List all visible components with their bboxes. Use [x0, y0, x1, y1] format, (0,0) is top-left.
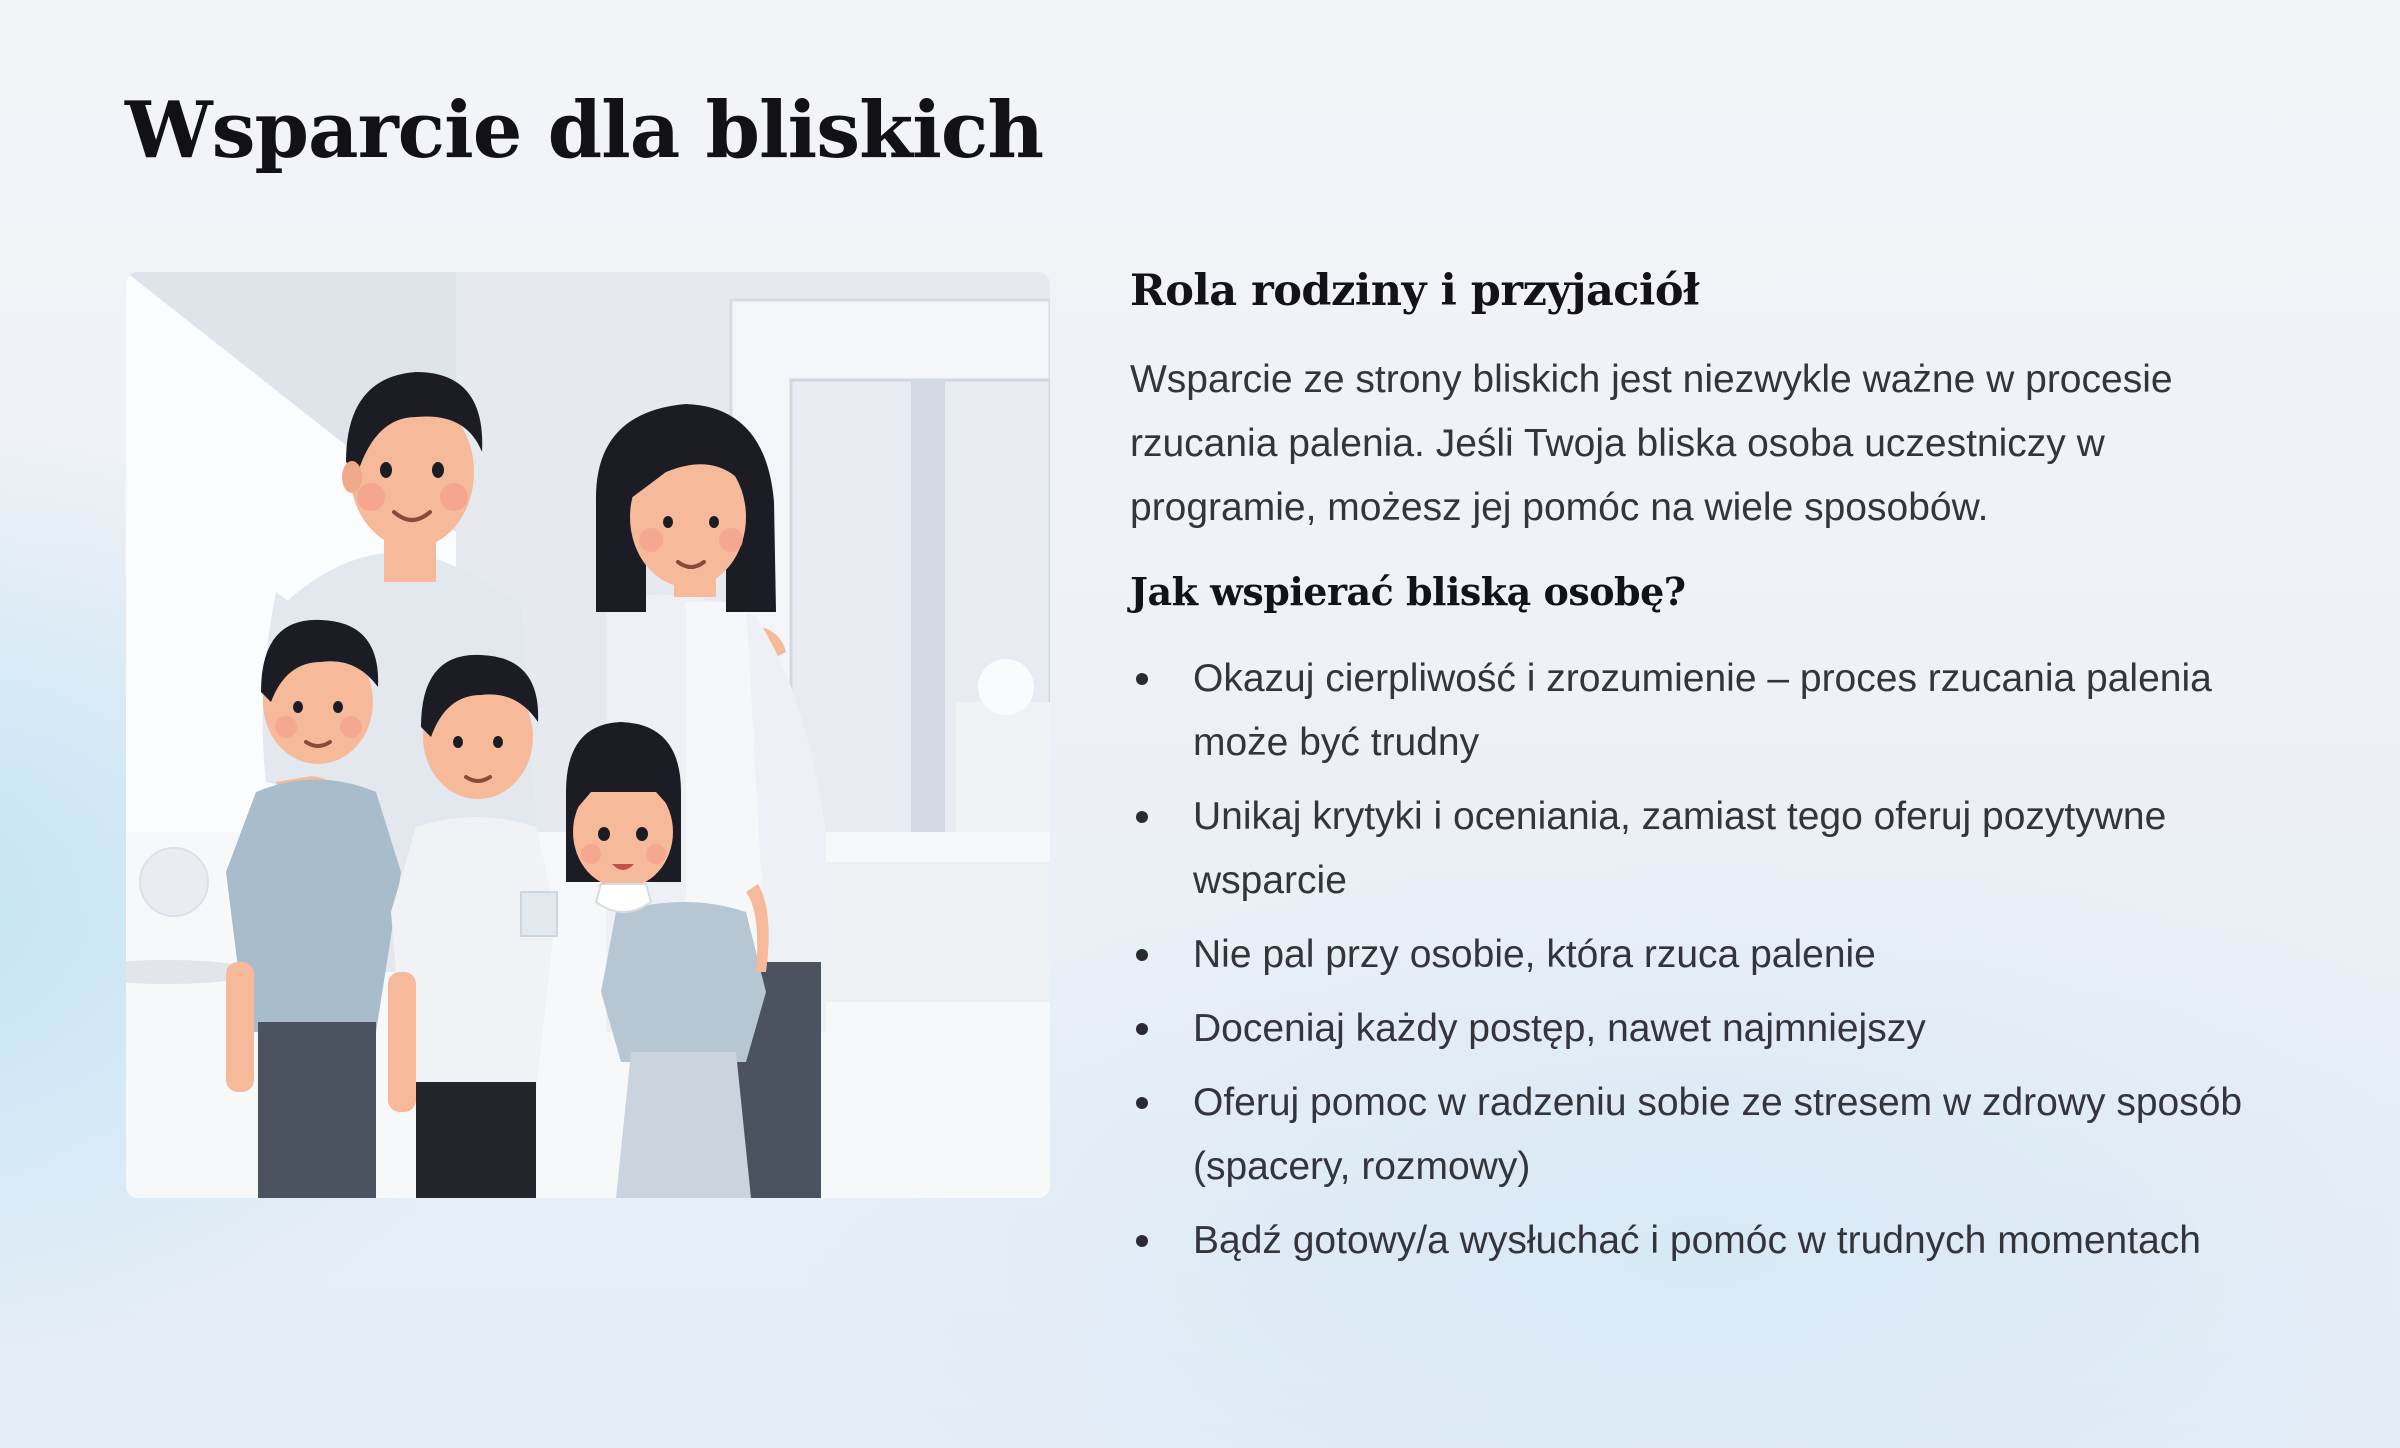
list-item: [1130, 1071, 2290, 1199]
page-title: Wsparcie dla bliskich: [125, 85, 1044, 176]
tip-text: Nie pal przy osobie, która rzuca palenie: [1193, 933, 1876, 977]
family-illustration: [126, 272, 1050, 1198]
list-item: [1130, 647, 2290, 775]
bullet-icon: [1136, 949, 1148, 961]
intro-paragraph: Wsparcie ze strony bliskich jest niezwykle ważne w procesie rzucania palenia. Jeśli Twoja bliska osoba uczestniczy w programie, możesz jej pomóc na wiele sposobów.: [1130, 358, 2173, 530]
tip-text: Bądź gotowy/a wysłuchać i pomóc w trudnych momentach: [1193, 1219, 2201, 1263]
bullet-icon: [1136, 673, 1148, 685]
list-item: [1130, 997, 2290, 1061]
section-heading: Rola rodziny i przyjaciół: [1130, 266, 1700, 316]
tips-heading: Jak wspierać bliską osobę?: [1130, 569, 1686, 615]
tips-list: [1130, 647, 2290, 1273]
tip-text: Doceniaj każdy postęp, nawet najmniejszy: [1193, 1007, 1926, 1051]
bullet-icon: [1136, 1235, 1148, 1247]
tip-text: Oferuj pomoc w radzeniu sobie ze stresem w zdrowy sposób (spacery, rozmowy): [1193, 1081, 2243, 1189]
list-item: [1130, 1209, 2290, 1273]
bullet-icon: [1136, 1023, 1148, 1035]
bullet-icon: [1136, 811, 1148, 823]
list-item: [1130, 923, 2290, 987]
list-item: [1130, 785, 2290, 913]
family-illustration-icon: [126, 272, 1050, 1198]
bullet-icon: [1136, 1097, 1148, 1109]
content-section: [1130, 262, 2290, 1283]
tip-text: Unikaj krytyki i oceniania, zamiast tego oferuj pozytywne wsparcie: [1193, 795, 2167, 903]
tip-text: Okazuj cierpliwość i zrozumienie – proces rzucania palenia może być trudny: [1193, 657, 2212, 765]
